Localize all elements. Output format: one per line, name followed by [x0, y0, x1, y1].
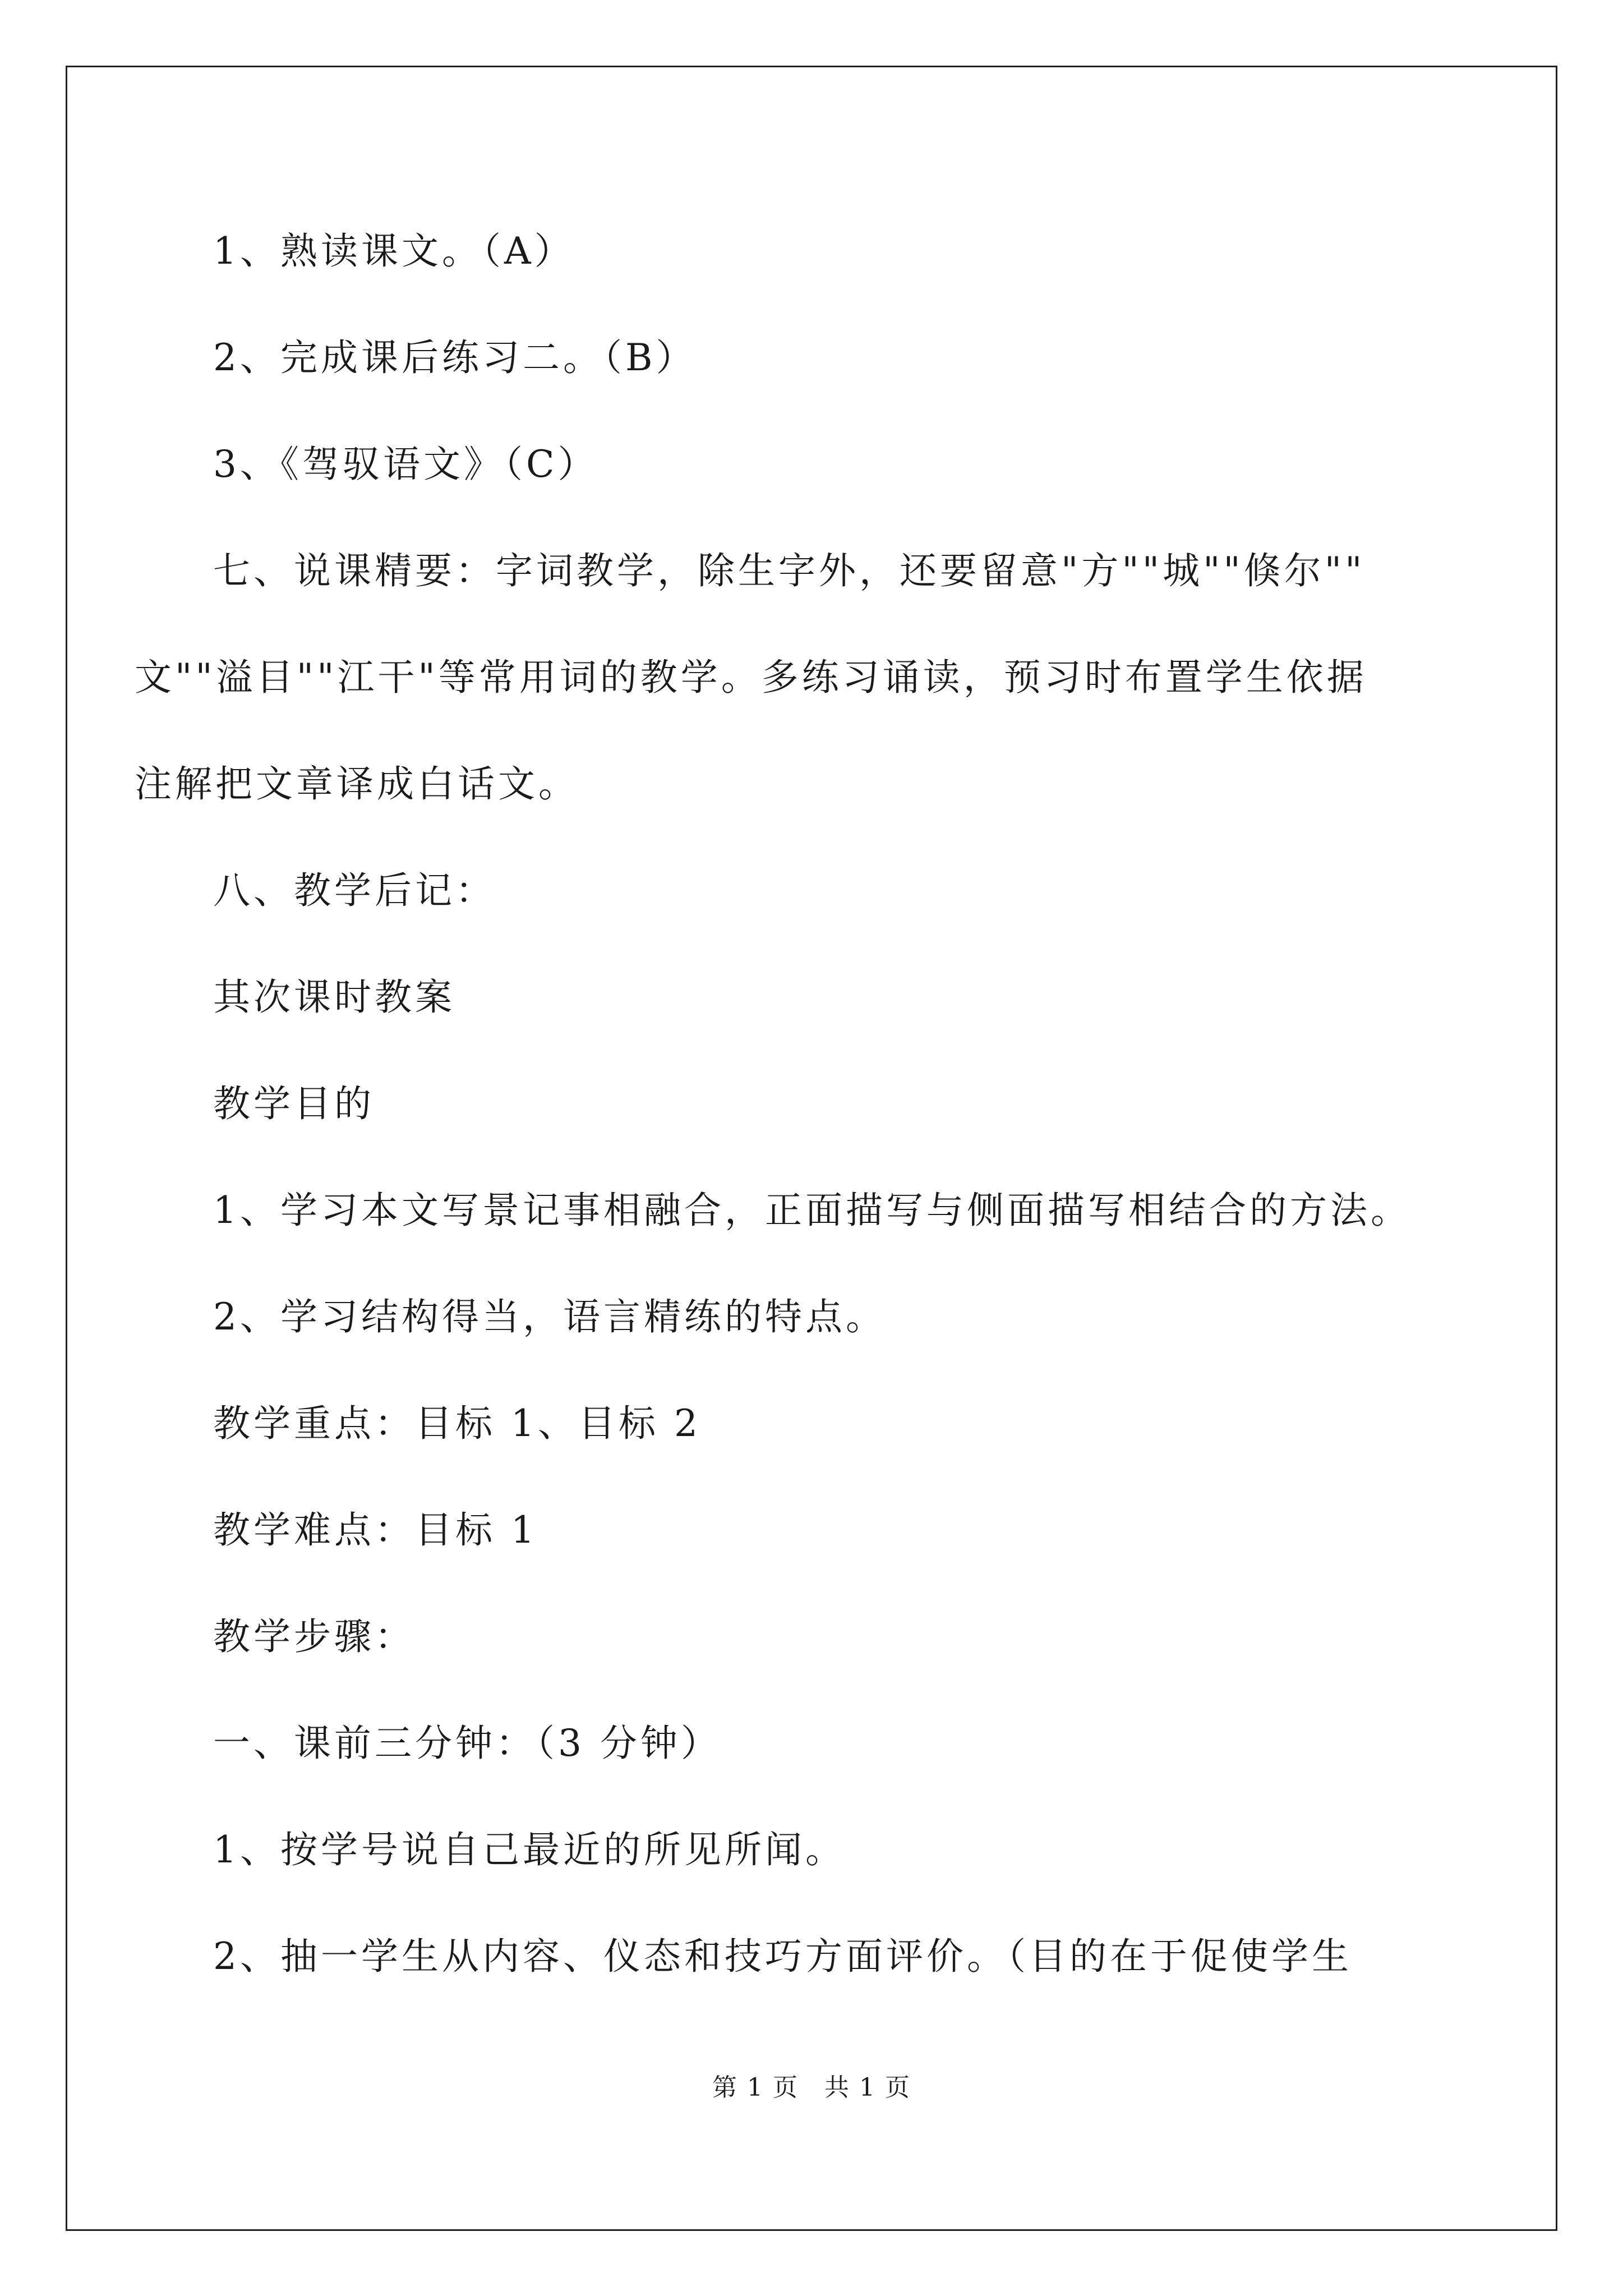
text-line: 1、熟读课文。（A）: [213, 229, 575, 273]
text-line: 注解把文章译成白话文。: [135, 762, 579, 806]
text-line: 七、说课精要：字词教学，除生字外，还要留意"方""城""倏尔"": [213, 549, 1366, 592]
text-line: 3、《驾驭语文》（C）: [213, 443, 598, 486]
text-line: 教学难点：目标 1: [213, 1508, 538, 1552]
page-footer: 第 1 页 共 1 页: [712, 2073, 911, 2102]
text-line: 文""溢目""江干"等常用词的教学。多练习诵读，预习时布置学生依据: [135, 656, 1367, 699]
text-line: 2、完成课后练习二。（B）: [213, 336, 697, 379]
text-line: 1、按学号说自己最近的所见所闻。: [213, 1828, 846, 1871]
text-line: 1、学习本文写景记事相融合，正面描写与侧面描写相结合的方法。: [213, 1189, 1411, 1232]
text-line: 教学重点：目标 1、目标 2: [213, 1402, 701, 1445]
text-line: 2、抽一学生从内容、仪态和技巧方面评价。（目的在于促使学生: [213, 1935, 1352, 1978]
text-line: 其次课时教案: [213, 976, 455, 1019]
text-line: 教学目的: [213, 1082, 375, 1125]
text-line: 教学步骤：: [213, 1615, 415, 1658]
text-line: 2、学习结构得当，语言精练的特点。: [213, 1295, 886, 1338]
text-line: 八、教学后记：: [213, 869, 496, 912]
text-line: 一、课前三分钟：（3 分钟）: [213, 1722, 721, 1765]
